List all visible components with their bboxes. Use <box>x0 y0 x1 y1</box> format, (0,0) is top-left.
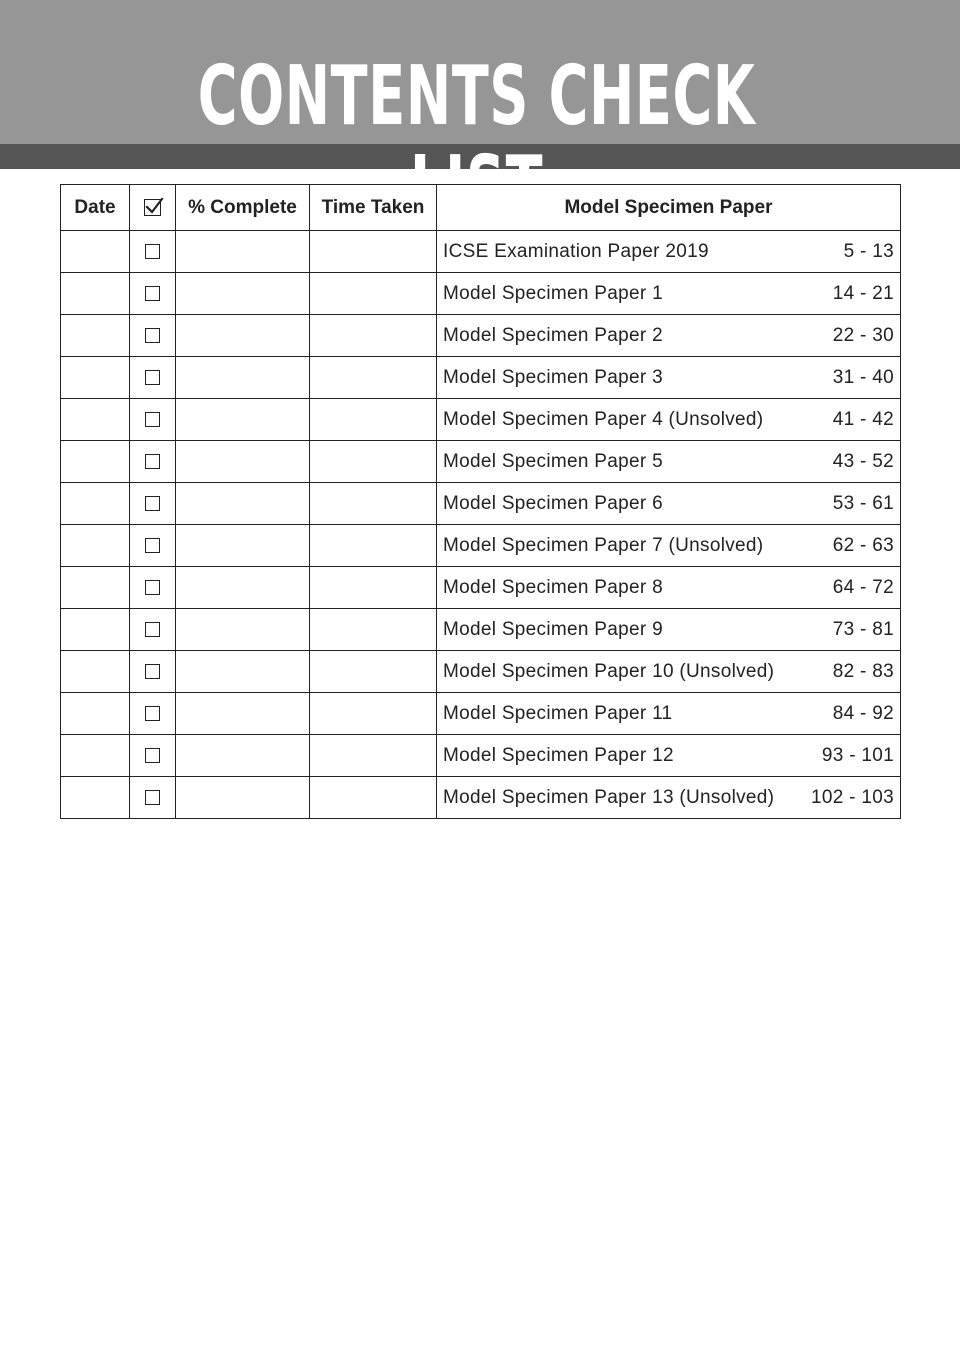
table-row <box>61 567 901 609</box>
time-taken-cell[interactable] <box>310 441 437 483</box>
checkbox-cell <box>130 525 176 567</box>
table-row <box>61 651 901 693</box>
paper-page-range: 41 - 42 <box>832 408 894 430</box>
page-title: CONTENTS CHECK LIST <box>197 49 756 234</box>
paper-cell <box>437 273 901 315</box>
table-row <box>61 609 901 651</box>
paper-page-range: 43 - 52 <box>832 450 894 472</box>
percent-complete-cell[interactable] <box>176 399 310 441</box>
paper-title: Model Specimen Paper 8 <box>443 576 663 598</box>
paper-title: Model Specimen Paper 12 <box>443 744 674 766</box>
percent-complete-cell[interactable] <box>176 231 310 273</box>
checkbox[interactable] <box>145 664 160 679</box>
paper-cell <box>437 567 901 609</box>
checkbox-cell <box>130 735 176 777</box>
date-cell[interactable] <box>61 525 130 567</box>
table-row <box>61 399 901 441</box>
percent-complete-cell[interactable] <box>176 609 310 651</box>
checkbox[interactable] <box>145 748 160 763</box>
checkbox-cell <box>130 567 176 609</box>
paper-cell <box>437 735 901 777</box>
time-taken-cell[interactable] <box>310 399 437 441</box>
date-cell[interactable] <box>61 567 130 609</box>
date-cell[interactable] <box>61 483 130 525</box>
checkbox-cell <box>130 777 176 819</box>
date-cell[interactable] <box>61 273 130 315</box>
date-cell[interactable] <box>61 735 130 777</box>
paper-page-range: 102 - 103 <box>811 786 894 808</box>
time-taken-cell[interactable] <box>310 651 437 693</box>
percent-complete-cell[interactable] <box>176 441 310 483</box>
paper-cell <box>437 609 901 651</box>
time-taken-cell[interactable] <box>310 483 437 525</box>
checkbox[interactable] <box>145 244 160 259</box>
table-row <box>61 693 901 735</box>
paper-cell <box>437 525 901 567</box>
checkbox-cell <box>130 399 176 441</box>
paper-title: Model Specimen Paper 4 (Unsolved) <box>443 408 764 430</box>
table-row <box>61 483 901 525</box>
paper-page-range: 14 - 21 <box>832 282 894 304</box>
percent-complete-cell[interactable] <box>176 357 310 399</box>
paper-title: Model Specimen Paper 9 <box>443 618 663 640</box>
date-cell[interactable] <box>61 357 130 399</box>
checkbox[interactable] <box>145 790 160 805</box>
paper-title: Model Specimen Paper 5 <box>443 450 663 472</box>
checkbox[interactable] <box>145 328 160 343</box>
paper-title: Model Specimen Paper 10 (Unsolved) <box>443 660 775 682</box>
checkbox-cell <box>130 483 176 525</box>
time-taken-cell[interactable] <box>310 735 437 777</box>
paper-title: Model Specimen Paper 2 <box>443 324 663 346</box>
table-row <box>61 525 901 567</box>
checkbox-cell <box>130 693 176 735</box>
date-cell[interactable] <box>61 693 130 735</box>
table-row <box>61 315 901 357</box>
paper-cell <box>437 441 901 483</box>
checkbox-cell <box>130 441 176 483</box>
date-cell[interactable] <box>61 441 130 483</box>
checkbox-cell <box>130 651 176 693</box>
time-taken-cell[interactable] <box>310 525 437 567</box>
date-cell[interactable] <box>61 231 130 273</box>
paper-title: Model Specimen Paper 3 <box>443 366 663 388</box>
time-taken-cell[interactable] <box>310 693 437 735</box>
checkbox-cell <box>130 273 176 315</box>
check-column-header <box>130 185 176 231</box>
paper-title: Model Specimen Paper 13 (Unsolved) <box>443 786 775 808</box>
paper-title: Model Specimen Paper 11 <box>443 702 673 724</box>
paper-column-header: Model Specimen Paper <box>437 185 901 231</box>
date-cell[interactable] <box>61 399 130 441</box>
date-cell[interactable] <box>61 777 130 819</box>
paper-page-range: 93 - 101 <box>821 744 894 766</box>
paper-cell <box>437 483 901 525</box>
table-row <box>61 777 901 819</box>
time-taken-cell[interactable] <box>310 777 437 819</box>
table-row <box>61 357 901 399</box>
paper-title: Model Specimen Paper 6 <box>443 492 663 514</box>
percent-complete-cell[interactable] <box>176 315 310 357</box>
paper-page-range: 62 - 63 <box>832 534 894 556</box>
paper-page-range: 31 - 40 <box>832 366 894 388</box>
percent-complete-cell[interactable] <box>176 693 310 735</box>
paper-page-range: 73 - 81 <box>832 618 894 640</box>
date-cell[interactable] <box>61 315 130 357</box>
checkbox-cell <box>130 357 176 399</box>
table-row <box>61 231 901 273</box>
table-body <box>61 231 901 819</box>
time-taken-column-header: Time Taken <box>310 185 437 231</box>
paper-cell <box>437 693 901 735</box>
paper-cell <box>437 357 901 399</box>
checkbox[interactable] <box>145 454 160 469</box>
checkbox[interactable] <box>145 496 160 511</box>
paper-title: Model Specimen Paper 1 <box>443 282 663 304</box>
checkbox[interactable] <box>145 622 160 637</box>
checked-box-icon <box>144 199 161 216</box>
paper-page-range: 64 - 72 <box>832 576 894 598</box>
percent-complete-cell[interactable] <box>176 273 310 315</box>
contents-checklist-table <box>60 184 901 819</box>
table-header-row <box>61 185 901 231</box>
percent-complete-cell[interactable] <box>176 735 310 777</box>
date-cell[interactable] <box>61 651 130 693</box>
paper-title: ICSE Examination Paper 2019 <box>443 240 709 262</box>
checkbox-cell <box>130 609 176 651</box>
paper-page-range: 82 - 83 <box>832 660 894 682</box>
table-row <box>61 735 901 777</box>
checkbox[interactable] <box>145 580 160 595</box>
time-taken-cell[interactable] <box>310 231 437 273</box>
checkbox-cell <box>130 231 176 273</box>
time-taken-cell[interactable] <box>310 567 437 609</box>
percent-complete-cell[interactable] <box>176 525 310 567</box>
percent-complete-cell[interactable] <box>176 777 310 819</box>
checkbox[interactable] <box>145 706 160 721</box>
time-taken-cell[interactable] <box>310 609 437 651</box>
checkbox[interactable] <box>145 370 160 385</box>
paper-cell <box>437 231 901 273</box>
checkbox-cell <box>130 315 176 357</box>
percent-complete-cell[interactable] <box>176 567 310 609</box>
paper-cell <box>437 315 901 357</box>
percent-complete-cell[interactable] <box>176 483 310 525</box>
time-taken-cell[interactable] <box>310 273 437 315</box>
time-taken-cell[interactable] <box>310 357 437 399</box>
percent-complete-column-header: % Complete <box>176 185 310 231</box>
checkbox[interactable] <box>145 286 160 301</box>
time-taken-cell[interactable] <box>310 315 437 357</box>
paper-page-range: 5 - 13 <box>843 240 894 262</box>
paper-cell <box>437 777 901 819</box>
table-row <box>61 441 901 483</box>
date-column-header: Date <box>61 185 130 231</box>
paper-cell <box>437 399 901 441</box>
paper-title: Model Specimen Paper 7 (Unsolved) <box>443 534 764 556</box>
paper-page-range: 22 - 30 <box>832 324 894 346</box>
percent-complete-cell[interactable] <box>176 651 310 693</box>
paper-page-range: 84 - 92 <box>832 702 894 724</box>
date-cell[interactable] <box>61 609 130 651</box>
checkbox[interactable] <box>145 412 160 427</box>
paper-cell <box>437 651 901 693</box>
checkbox[interactable] <box>145 538 160 553</box>
paper-page-range: 53 - 61 <box>832 492 894 514</box>
table-row <box>61 273 901 315</box>
